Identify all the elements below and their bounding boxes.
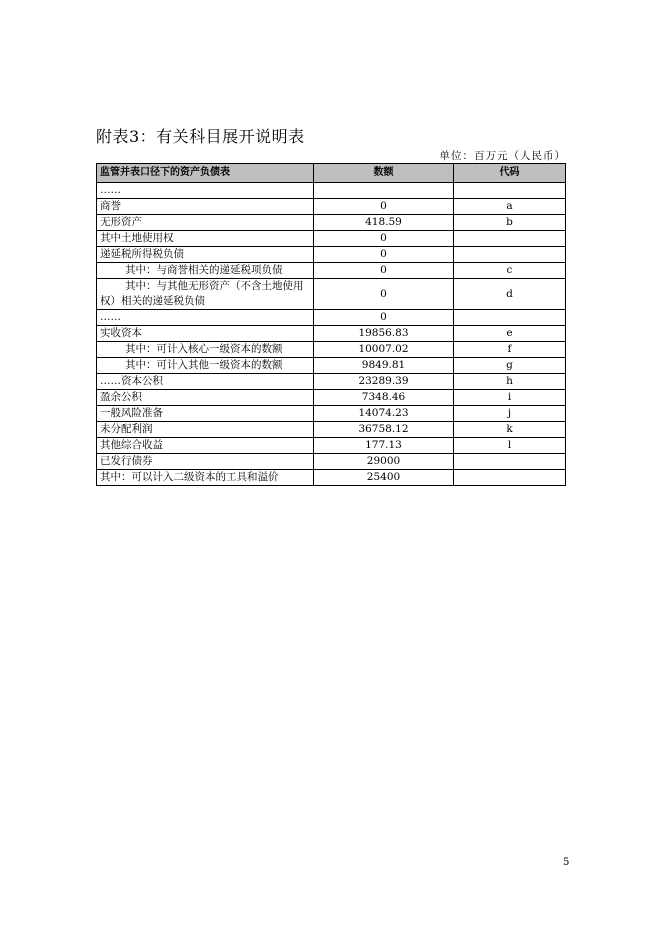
row-code: k — [454, 422, 566, 438]
row-code: j — [454, 406, 566, 422]
row-item-name: ……资本公积 — [97, 374, 314, 390]
table-row — [97, 310, 566, 326]
table-row — [97, 358, 566, 374]
row-amount: 0 — [314, 279, 454, 310]
row-amount: 418.59 — [314, 215, 454, 231]
row-amount: 36758.12 — [314, 422, 454, 438]
table-row — [97, 215, 566, 231]
row-item-name: 无形资产 — [97, 215, 314, 231]
table-row — [97, 470, 566, 486]
row-item-name: 其他综合收益 — [97, 438, 314, 454]
row-item-name: 其中：与其他无形资产（不含土地使用权）相关的递延税负债 — [97, 279, 314, 310]
table-row — [97, 374, 566, 390]
column-header-item: 监管并表口径下的资产负债表 — [97, 164, 314, 183]
table-row — [97, 279, 566, 310]
row-amount: 29000 — [314, 454, 454, 470]
table-row — [97, 183, 566, 199]
row-code — [454, 183, 566, 199]
table-row — [97, 406, 566, 422]
row-code — [454, 470, 566, 486]
row-amount: 10007.02 — [314, 342, 454, 358]
row-amount: 0 — [314, 247, 454, 263]
balance-sheet-table — [96, 163, 566, 486]
row-code — [454, 454, 566, 470]
row-item-name: 递延税所得税负债 — [97, 247, 314, 263]
table-row — [97, 390, 566, 406]
row-amount: 19856.83 — [314, 326, 454, 342]
row-code: h — [454, 374, 566, 390]
row-item-name: 盈余公积 — [97, 390, 314, 406]
table-header-row — [97, 164, 566, 183]
row-amount: 14074.23 — [314, 406, 454, 422]
page-title: 附表3：有关科目展开说明表 — [96, 127, 305, 146]
row-amount: 177.13 — [314, 438, 454, 454]
row-code: i — [454, 390, 566, 406]
row-item-name: 其中：与商誉相关的递延税项负债 — [97, 263, 314, 279]
page-number: 5 — [563, 857, 570, 868]
row-code — [454, 247, 566, 263]
table-row — [97, 342, 566, 358]
row-item-name: …… — [97, 183, 314, 199]
table-row — [97, 247, 566, 263]
column-header-code: 代码 — [454, 164, 566, 183]
row-amount — [314, 183, 454, 199]
row-amount: 0 — [314, 199, 454, 215]
table-row — [97, 263, 566, 279]
row-amount: 25400 — [314, 470, 454, 486]
table-row — [97, 454, 566, 470]
row-item-name: …… — [97, 310, 314, 326]
row-amount: 0 — [314, 310, 454, 326]
row-code — [454, 231, 566, 247]
row-code — [454, 310, 566, 326]
row-item-name: 其中：可以计入二级资本的工具和溢价 — [97, 470, 314, 486]
row-item-name: 其中：可计入其他一级资本的数额 — [97, 358, 314, 374]
row-item-name: 其中土地使用权 — [97, 231, 314, 247]
row-item-name: 商誉 — [97, 199, 314, 215]
row-amount: 23289.39 — [314, 374, 454, 390]
row-item-name: 其中：可计入核心一级资本的数额 — [97, 342, 314, 358]
unit-label: 单位：百万元（人民币） — [439, 150, 566, 162]
column-header-amount: 数额 — [314, 164, 454, 183]
row-code: b — [454, 215, 566, 231]
row-item-name: 实收资本 — [97, 326, 314, 342]
table-row — [97, 199, 566, 215]
row-code: l — [454, 438, 566, 454]
table-row — [97, 422, 566, 438]
table-row — [97, 438, 566, 454]
row-amount: 0 — [314, 231, 454, 247]
row-code: f — [454, 342, 566, 358]
row-item-name: 已发行债券 — [97, 454, 314, 470]
row-amount: 9849.81 — [314, 358, 454, 374]
row-amount: 7348.46 — [314, 390, 454, 406]
row-item-name: 未分配利润 — [97, 422, 314, 438]
row-code: g — [454, 358, 566, 374]
row-code: a — [454, 199, 566, 215]
row-code: e — [454, 326, 566, 342]
row-amount: 0 — [314, 263, 454, 279]
table-row — [97, 326, 566, 342]
row-item-name: 一般风险准备 — [97, 406, 314, 422]
row-code: d — [454, 279, 566, 310]
table-row — [97, 231, 566, 247]
row-code: c — [454, 263, 566, 279]
